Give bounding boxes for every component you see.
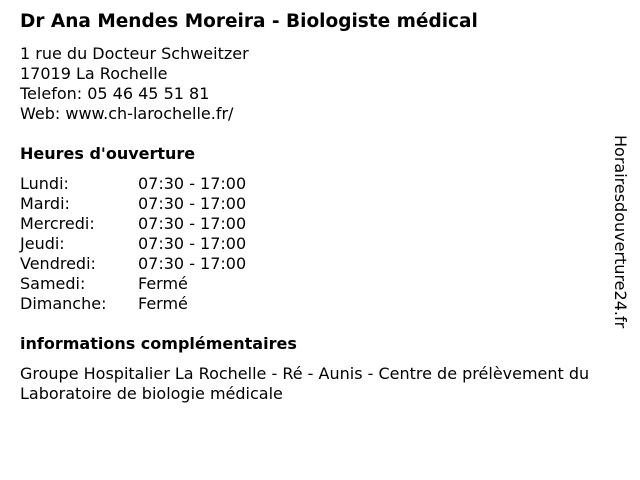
address-web: Web: www.ch-larochelle.fr/	[20, 104, 234, 123]
hours-time: Fermé	[138, 274, 188, 293]
hours-row	[20, 234, 620, 254]
hours-row	[20, 214, 620, 234]
hours-time: 07:30 - 17:00	[138, 234, 247, 253]
listing-card	[20, 10, 620, 404]
hours-row	[20, 274, 620, 294]
hours-day: Dimanche:	[20, 294, 107, 313]
hours-table	[20, 174, 620, 314]
address-street: 1 rue du Docteur Schweitzer	[20, 44, 249, 63]
hours-day: Jeudi:	[20, 234, 65, 253]
address-block	[20, 44, 620, 124]
watermark-text: Horairesdouverture24.fr	[611, 135, 630, 329]
address-city: 17019 La Rochelle	[20, 64, 168, 83]
hours-day: Samedi:	[20, 274, 86, 293]
hours-day: Mardi:	[20, 194, 70, 213]
info-heading: informations complémentaires	[20, 334, 297, 353]
hours-day: Vendredi:	[20, 254, 96, 273]
page-title: Dr Ana Mendes Moreira - Biologiste médical	[20, 11, 478, 32]
hours-time: Fermé	[138, 294, 188, 313]
hours-heading: Heures d'ouverture	[20, 144, 196, 163]
hours-day: Mercredi:	[20, 214, 95, 233]
hours-row	[20, 174, 620, 194]
hours-day: Lundi:	[20, 174, 69, 193]
address-phone: Telefon: 05 46 45 51 81	[20, 84, 210, 103]
info-text: Groupe Hospitalier La Rochelle - Ré - Aunis - Centre de prélèvement du Laboratoire de biologie médicale	[20, 364, 590, 403]
hours-time: 07:30 - 17:00	[138, 214, 247, 233]
hours-row	[20, 254, 620, 274]
hours-row	[20, 294, 620, 314]
hours-time: 07:30 - 17:00	[138, 194, 247, 213]
hours-time: 07:30 - 17:00	[138, 254, 247, 273]
hours-time: 07:30 - 17:00	[138, 174, 247, 193]
hours-row	[20, 194, 620, 214]
